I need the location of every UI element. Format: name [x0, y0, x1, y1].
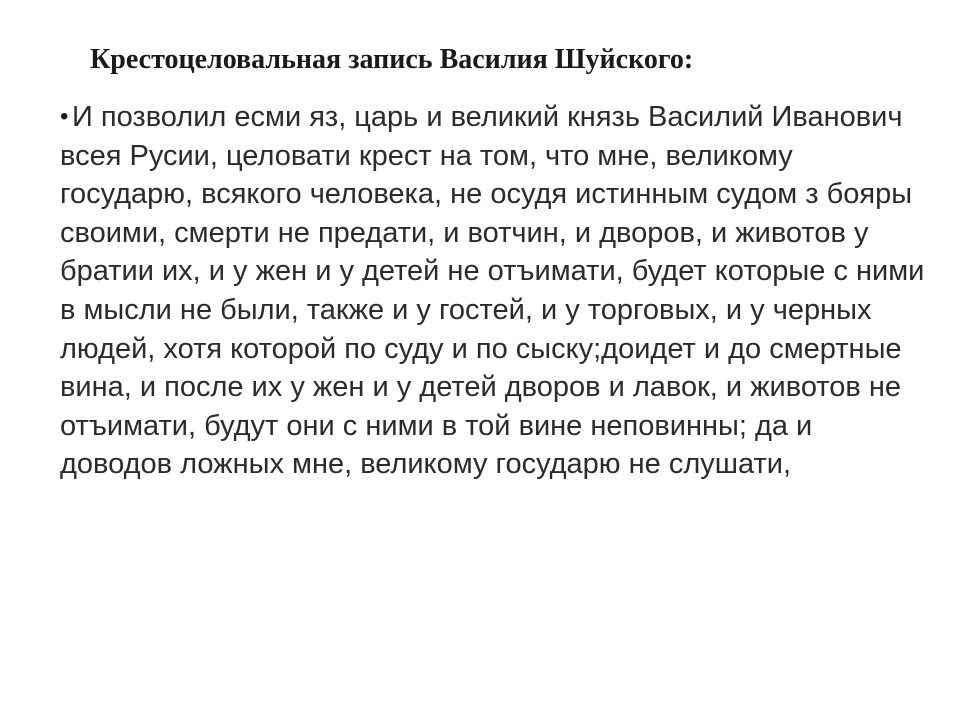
bullet-item — [60, 98, 940, 484]
quote-line: братии их, и у жен и у детей не отъимати, будет которые с ними — [60, 255, 925, 288]
bullet-dot: • — [60, 103, 69, 130]
quote-line: государю, всякого человека, не осудя истинным судом з бояры — [60, 178, 913, 211]
quote-line: в мысли не были, также и у гостей, и у торговых, и у черных — [60, 293, 872, 326]
slide-title: Крестоцеловальная запись Василия Шуйского: — [90, 44, 694, 75]
quote-text — [60, 98, 940, 484]
quote-line: отъимати, будут они с ними в той вине неповинны; да и — [60, 409, 813, 442]
quote-line: своими, смерти не предати, и вотчин, и дворов, и животов у — [60, 216, 869, 249]
quote-line: И позволил есми яз, царь и великий князь Василий Иванович — [72, 101, 903, 133]
quote-line: доводов ложных мне, великому государю не слушати, — [60, 448, 792, 481]
quote-line: всея Русии, целовати крест на том, что мне, великому — [60, 139, 793, 172]
quote-line: людей, хотя которой по суду и по сыску;доидет и до смертные — [60, 332, 902, 365]
quote-line: вина, и после их у жен и у детей дворов и лавок, и животов не — [60, 371, 901, 404]
